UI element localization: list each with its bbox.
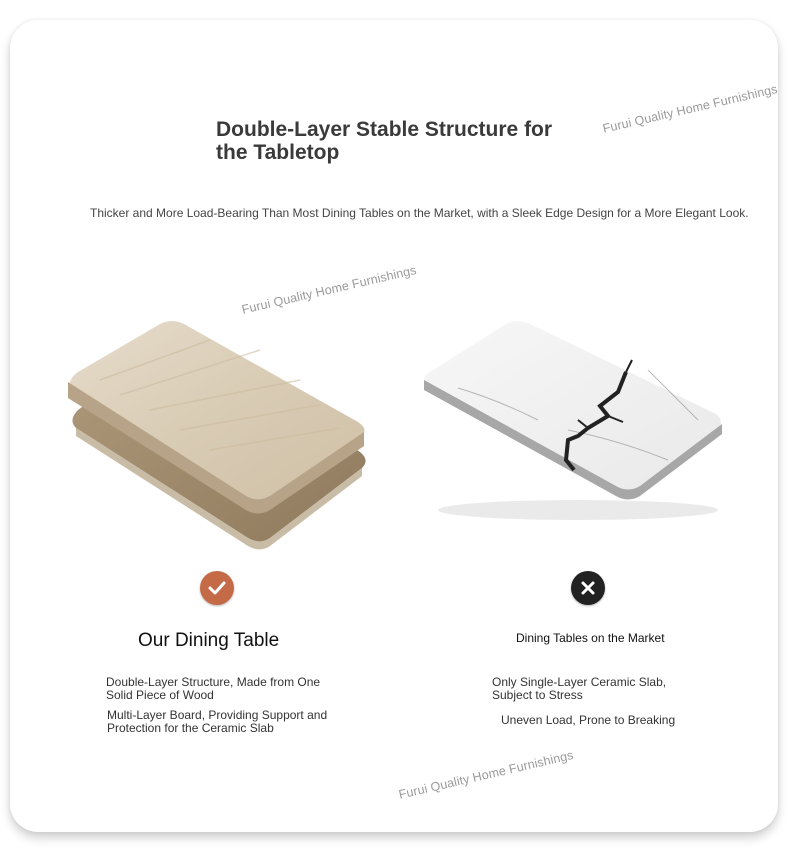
page-subtitle: Thicker and More Load-Bearing Than Most Dining Tables on the Market, with a Sleek Edge Design for a More Elegant Look. [90, 206, 749, 220]
market-table-point: Uneven Load, Prone to Breaking [501, 713, 676, 727]
watermark: Furui Quality Home Furnishings [240, 262, 418, 317]
market-tables-title: Dining Tables on the Market [516, 631, 665, 645]
market-table-point: Only Single-Layer Ceramic Slab, Subject to Stress [492, 675, 667, 702]
our-table-title: Our Dining Table [138, 630, 280, 651]
page-title: Double-Layer Stable Structure for the Tabletop [216, 118, 553, 164]
cracked-ceramic-slab-image [418, 310, 738, 530]
our-table-point: Multi-Layer Board, Providing Support and Protection for the Ceramic Slab [107, 708, 328, 735]
watermark: Furui Quality Home Furnishings [601, 81, 779, 136]
double-layer-tabletop-image [60, 310, 380, 560]
our-table-point: Double-Layer Structure, Made from One Solid Piece of Wood [106, 675, 321, 702]
cross-icon [571, 571, 605, 605]
watermark: Furui Quality Home Furnishings [397, 747, 575, 802]
check-icon [200, 571, 234, 605]
